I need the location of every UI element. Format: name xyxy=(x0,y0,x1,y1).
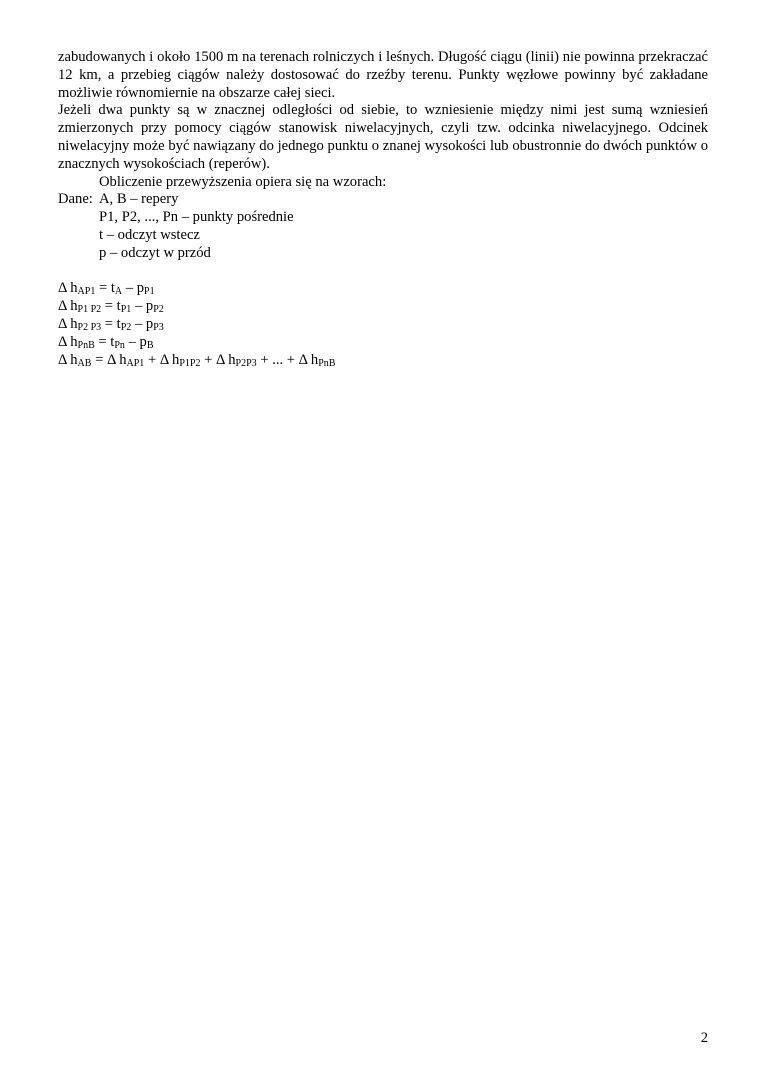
given-item-benchmarks: A, B – repery xyxy=(99,191,179,208)
paragraph-leveling-section: Jeżeli dwa punkty są w znacznej odległości od siebie, to wzniesienie między nimi jest sumą wzniesień zmierzonych przy pomocy ciągów stanowisk niwelacyjnych, czyli tzw. odcinka niwelacyjnego. Odcinek niwelacyjny może być nawiązany do jednego punktu o znanej wysokości lub obustronnie do dwóch punktów o znacznych wysokościach (reperów). xyxy=(58,102,708,172)
page-number: 2 xyxy=(700,1030,708,1046)
given-item-backsight: t – odczyt wstecz xyxy=(99,226,200,243)
calculation-intro: Obliczenie przewyższenia opiera się na wzorach: xyxy=(99,173,387,190)
given-item-foresight: p – odczyt w przód xyxy=(99,244,211,261)
formula-p2p3: Δ $h_{P2 P3} = t_{P2} - p_{P3}$ xyxy=(58,315,164,333)
document-body xyxy=(58,49,708,369)
given-label: Dane: xyxy=(58,191,93,208)
formula-p1p2: Δ $h_{P1 P2} = t_{P1} - p_{P2}$ xyxy=(58,298,164,316)
formula-pnb: Δ $h_{PnB} = t_{Pn} - p_B$ xyxy=(58,333,154,351)
given-item-intermediate-points: P1, P2, ..., Pn – punkty pośrednie xyxy=(99,209,294,226)
blank-line xyxy=(58,263,708,281)
formula-ab-sum: Δ $h_{AB} = \Delta$ $h_{AP1} + \Delta$ $h_{P1P2} + \Delta$ $h_{P2P3}$ + ... + Δ $h_{PnB}$ xyxy=(58,351,336,369)
given-row xyxy=(58,191,708,209)
formula-ap1: Δ $h_{AP1} = t_A - p_{P1}$ xyxy=(58,280,155,298)
paragraph-networks: zabudowanych i około 1500 m na terenach rolniczych i leśnych. Długość ciągu (linii) nie powinna przekraczać 12 km, a przebieg ciągów należy dostosować do rzeźby terenu. Punkty węzłowe powinny być zakładane możliwie równomiernie na obszarze całej sieci. xyxy=(58,49,708,101)
